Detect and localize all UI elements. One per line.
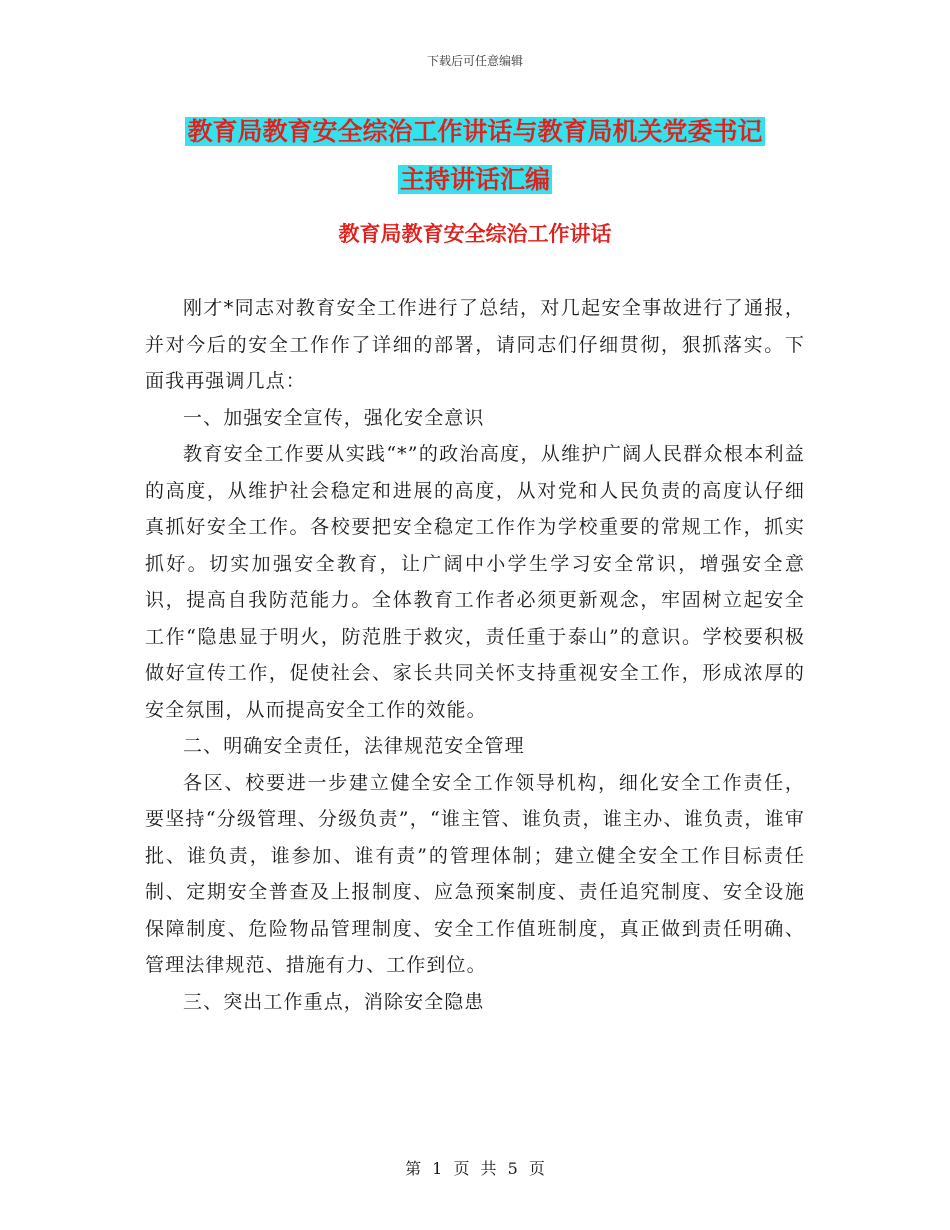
- heading-2: 二、明确安全责任，法律规范安全管理: [183, 735, 525, 757]
- section-title: 教育局教育安全综治工作讲话: [338, 222, 612, 246]
- document-title: [0, 108, 950, 204]
- title-line-1: 教育局教育安全综治工作讲话与教育局机关党委书记: [187, 117, 763, 146]
- title-line-2: 主持讲话汇编: [399, 165, 550, 194]
- paragraph: 教育安全工作要从实践“*”的政治高度，从维护广阔人民群众根本利益的高度，从维护社会稳定和进展的高度，从对党和人民负责的高度认仔细真抓好安全工作。各校要把安全稳定工作作为学校重要的常规工作，抓实抓好。切实加强安全教育，让广阔中小学生学习安全常识，增强安全意识，提高自我防范能力。全体教育工作者必须更新观念，牢固树立起安全工作“隐患显于明火，防范胜于救灾，责任重于泰山”的意识。学校要积极做好宣传工作，促使社会、家长共同关怀支持重视安全工作，形成浓厚的安全氛围，从而提高安全工作的效能。: [145, 443, 805, 721]
- page-number: 第 1 页 共 5 页: [405, 1159, 545, 1178]
- body-text: [145, 290, 805, 1020]
- download-note: 下载后可任意编辑: [426, 54, 523, 68]
- paragraph: 各区、校要进一步建立健全安全工作领导机构，细化安全工作责任，要坚持“分级管理、分级负责”，“谁主管、谁负责，谁主办、谁负责，谁审批、谁负责，谁参加、谁有责”的管理体制；建立健全安全工作目标责任制、定期安全普查及上报制度、应急预案制度、责任追究制度、安全设施保障制度、危险物品管理制度、安全工作值班制度，真正做到责任明确、管理法律规范、措施有力、工作到位。: [145, 771, 805, 976]
- paragraph: 刚才*同志对教育安全工作进行了总结，对几起安全事故进行了通报，并对今后的安全工作作了详细的部署，请同志们仔细贯彻，狠抓落实。下面我再强调几点：: [145, 297, 805, 392]
- heading-1: 一、加强安全宣传，强化安全意识: [183, 406, 485, 429]
- heading-3: 三、突出工作重点，消除安全隐患: [183, 990, 485, 1013]
